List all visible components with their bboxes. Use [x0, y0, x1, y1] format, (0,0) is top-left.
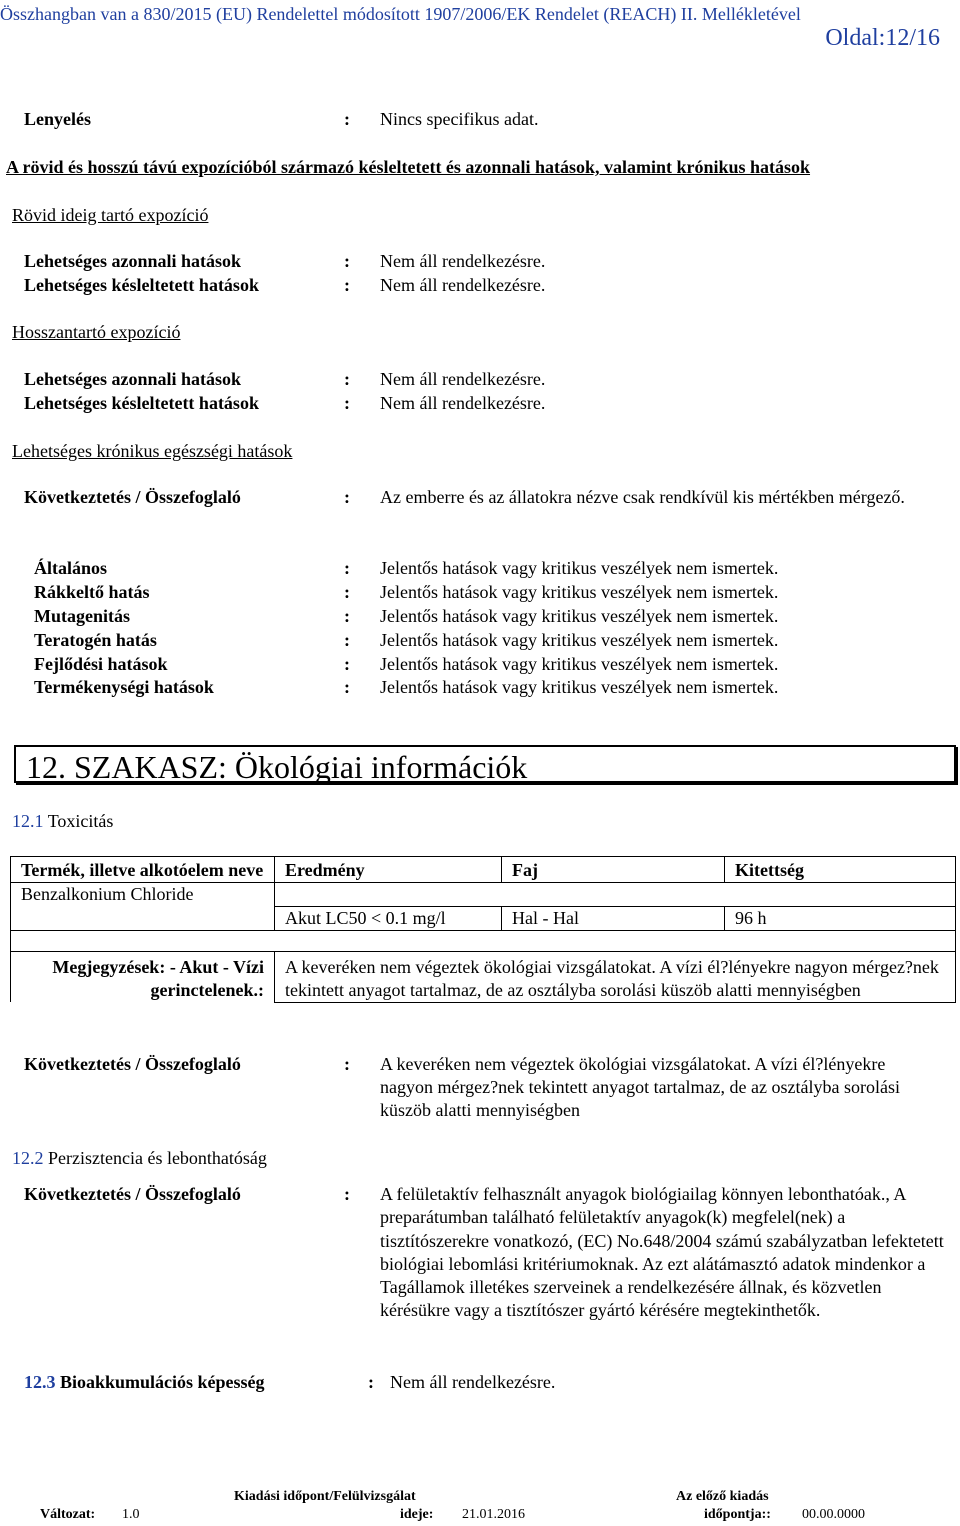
- long-term-immediate-colon: :: [344, 369, 350, 389]
- bioaccumulation-title: Bioakkumulációs képesség: [60, 1372, 265, 1392]
- chronic-conclusion-value: Az emberre és az állatokra nézve csak rendkívül kis mértékben mérgező.: [380, 487, 905, 507]
- notes-label: Megjegyzések: - Akut - Vízi gerinctelenek.:: [11, 951, 275, 1002]
- page-number: [825, 24, 940, 52]
- chronic-carcinogenic-label: Rákkeltő hatás: [34, 582, 150, 602]
- delayed-effects-heading: A rövid és hosszú távú expozícióból származó késleltetett és azonnali hatások, valamint krónikus hatások: [6, 157, 811, 177]
- long-term-delayed-colon: :: [344, 393, 350, 413]
- footer-prev-value: 00.00.0000: [802, 1507, 865, 1522]
- chronic-mutagenic-colon: :: [344, 606, 350, 626]
- section-12-title-box: [14, 745, 956, 783]
- toxicity-conclusion-value: A keveréken nem végeztek ökológiai vizsgálatokat. A vízi él?lényekre nagyon mérgez?nek tekintett anyagot tartalmaz, de az osztályba sorolási küszöb alatti mennyiségben: [380, 1054, 900, 1120]
- persistence-conclusion-label: Következtetés / Összefoglaló: [24, 1184, 241, 1204]
- short-term-immediate-colon: :: [344, 251, 350, 271]
- toxicity-number: 12.1: [12, 811, 44, 831]
- bioaccumulation-colon: :: [368, 1372, 374, 1392]
- chronic-developmental-value: Jelentős hatások vagy kritikus veszélyek nem ismertek.: [380, 654, 779, 674]
- chronic-carcinogenic-colon: :: [344, 582, 350, 602]
- notes-value: A keveréken nem végeztek ökológiai vizsgálatokat. A vízi él?lényekre nagyon mérgez?nek tekintett anyagot tartalmaz, de az osztályba sorolási küszöb alatti mennyiségben: [275, 951, 956, 1002]
- persistence-conclusion-value: A felületaktív felhasznált anyagok biológiailag könnyen lebonthatóak., A preparátumban található felületaktív anyagok(k) megfelel(nek) a tisztítószerekre vonatkozó, (EC) No.648/2004 számú szabályzatban lefektetett biológiai lebomlási kritériumoknak. Az ezt alátámasztó adatok mindenkor a Tagállamok illetékes szerveinek a rendelkezésére állnak, és közvetlen kérésükre vagy a tisztítószer gyártó kérésére megtekinthetők.: [380, 1184, 944, 1321]
- chronic-fertility-value: Jelentős hatások vagy kritikus veszélyek nem ismertek.: [380, 677, 779, 697]
- chronic-heading: Lehetséges krónikus egészségi hatások: [12, 441, 293, 461]
- persistence-number: 12.2: [12, 1148, 44, 1168]
- toxicity-conclusion-label: Következtetés / Összefoglaló: [24, 1054, 241, 1074]
- long-term-delayed-label: Lehetséges késleltetett hatások: [24, 393, 259, 413]
- ingestion-colon: :: [344, 109, 350, 129]
- persistence-heading: [12, 1147, 267, 1169]
- short-term-heading: Rövid ideig tartó expozíció: [12, 205, 209, 225]
- chronic-developmental-colon: :: [344, 654, 350, 674]
- chronic-teratogenic-colon: :: [344, 630, 350, 650]
- chronic-teratogenic-value: Jelentős hatások vagy kritikus veszélyek nem ismertek.: [380, 630, 779, 650]
- footer-issue-label-2: ideje:: [400, 1507, 434, 1522]
- result-cell: Akut LC50 < 0.1 mg/l: [275, 906, 502, 930]
- short-term-delayed-value: Nem áll rendelkezésre.: [380, 275, 546, 295]
- ingestion-value: Nincs specifikus adat.: [380, 109, 539, 129]
- chronic-general-colon: :: [344, 558, 350, 578]
- chronic-general-value: Jelentős hatások vagy kritikus veszélyek nem ismertek.: [380, 558, 779, 578]
- bioaccumulation-heading: [24, 1371, 265, 1393]
- section-12-title: 12. SZAKASZ: Ökológiai információk: [26, 749, 528, 785]
- chronic-conclusion-label: Következtetés / Összefoglaló: [24, 487, 241, 507]
- chronic-general-label: Általános: [34, 558, 108, 578]
- chronic-mutagenic-value: Jelentős hatások vagy kritikus veszélyek nem ismertek.: [380, 606, 779, 626]
- toxicity-table: [10, 856, 956, 1003]
- header-result: Eredmény: [275, 857, 502, 883]
- persistence-conclusion-colon: :: [344, 1184, 350, 1204]
- header-exposure: Kitettség: [725, 857, 956, 883]
- short-term-delayed-colon: :: [344, 275, 350, 295]
- short-term-immediate-label: Lehetséges azonnali hatások: [24, 251, 242, 271]
- persistence-title: Perzisztencia és lebonthatóság: [48, 1148, 267, 1168]
- toxicity-title: Toxicitás: [47, 811, 114, 831]
- footer-issue-label: Kiadási időpont/Felülvizsgálat: [234, 1489, 416, 1504]
- footer-version-value: 1.0: [122, 1507, 140, 1522]
- footer-issue-value: 21.01.2016: [462, 1507, 525, 1522]
- exposure-cell: 96 h: [725, 906, 956, 930]
- footer-prev-label: Az előző kiadás: [676, 1489, 769, 1504]
- toxicity-heading: [12, 810, 113, 832]
- long-term-immediate-value: Nem áll rendelkezésre.: [380, 369, 546, 389]
- short-term-immediate-value: Nem áll rendelkezésre.: [380, 251, 546, 271]
- header-product-name: Termék, illetve alkotóelem neve: [11, 857, 275, 883]
- chronic-fertility-colon: :: [344, 677, 350, 697]
- short-term-delayed-label: Lehetséges késleltetett hatások: [24, 275, 259, 295]
- species-cell: Hal - Hal: [502, 906, 725, 930]
- chronic-teratogenic-label: Teratogén hatás: [34, 630, 157, 650]
- footer-prev-label-2: időpontja::: [704, 1507, 771, 1522]
- chronic-developmental-label: Fejlődési hatások: [34, 654, 168, 674]
- long-term-immediate-label: Lehetséges azonnali hatások: [24, 369, 242, 389]
- ingestion-label: Lenyelés: [24, 109, 91, 129]
- bioaccumulation-number: 12.3: [24, 1372, 56, 1392]
- page-label: Oldal:: [825, 25, 886, 51]
- toxicity-conclusion-colon: :: [344, 1054, 350, 1074]
- page-value: 12/16: [885, 25, 940, 51]
- chronic-conclusion-colon: :: [344, 487, 350, 507]
- regulation-header: Összhangban van a 830/2015 (EU) Rendelettel módosított 1907/2006/EK Rendelet (REACH) II. Mellékletével: [0, 4, 801, 24]
- long-term-delayed-value: Nem áll rendelkezésre.: [380, 393, 546, 413]
- header-species: Faj: [502, 857, 725, 883]
- chronic-carcinogenic-value: Jelentős hatások vagy kritikus veszélyek nem ismertek.: [380, 582, 779, 602]
- footer-version-label: Változat:: [40, 1507, 96, 1522]
- chronic-fertility-label: Termékenységi hatások: [34, 677, 214, 697]
- chronic-mutagenic-label: Mutagenitás: [34, 606, 130, 626]
- bioaccumulation-value: Nem áll rendelkezésre.: [390, 1372, 556, 1392]
- long-term-heading: Hosszantartó expozíció: [12, 322, 181, 342]
- product-name-cell: Benzalkonium Chloride: [11, 883, 275, 907]
